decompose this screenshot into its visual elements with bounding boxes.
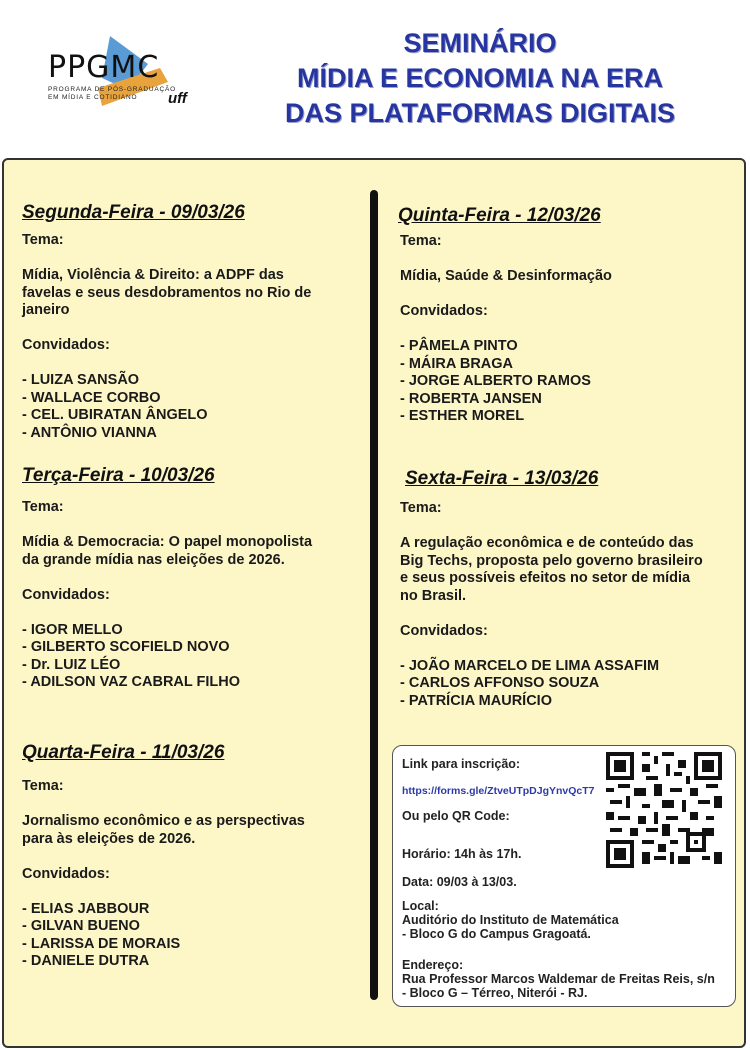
guest-item: - ADILSON VAZ CABRAL FILHO (22, 674, 241, 690)
logo-name: PPGMC (48, 50, 160, 85)
guest-item: - DANIELE DUTRA (22, 953, 150, 969)
guests-label: Convidados: (22, 337, 110, 353)
theme-line: Big Techs, proposta pelo governo brasileiro (400, 552, 703, 569)
guests-label: Convidados: (400, 303, 488, 319)
guests-label: Convidados: (22, 586, 110, 603)
event-location (402, 899, 732, 941)
event-date: Data: 09/03 à 13/03. (402, 875, 517, 889)
guest-item: - LUIZA SANSÃO (22, 372, 140, 388)
guest-item: - ESTHER MOREL (400, 408, 525, 424)
header (0, 0, 750, 160)
theme-label: Tema: (22, 778, 64, 794)
guest-item: - PATRÍCIA MAURÍCIO (400, 692, 552, 709)
guest-item: - JORGE ALBERTO RAMOS (400, 373, 591, 389)
event-address (402, 958, 734, 1000)
event-title (230, 26, 730, 131)
address-label: Endereço: (402, 958, 464, 972)
theme-line: A regulação econômica e de conteúdo das (400, 535, 694, 551)
day-block-wednesday (22, 778, 362, 971)
location-line: Auditório do Instituto de Matemática (402, 913, 619, 927)
title-line: DAS PLATAFORMAS DIGITAIS (285, 98, 675, 128)
guest-item: - CEL. UBIRATAN ÂNGELO (22, 407, 208, 423)
theme-line: no Brasil. (400, 587, 467, 604)
title-line: SEMINÁRIO (403, 28, 557, 58)
theme-line: Jornalismo econômico e as perspectivas (22, 813, 305, 829)
ppgmc-logo (40, 28, 210, 120)
day-block-friday (400, 500, 740, 710)
guest-item: - GILVAN BUENO (22, 918, 140, 934)
logo-subtitle (48, 86, 178, 102)
guest-item: - WALLACE CORBO (22, 389, 161, 406)
guest-item: - ROBERTA JANSEN (400, 390, 542, 407)
day-block-monday (22, 232, 362, 442)
qr-code-icon[interactable] (606, 752, 722, 868)
guests-label: Convidados: (400, 622, 488, 639)
guest-item: - Dr. LUIZ LÉO (22, 656, 121, 673)
day-block-thursday (400, 233, 740, 426)
logo-subtitle-line: EM MÍDIA E COTIDIANO (48, 94, 138, 101)
day-block-tuesday (22, 499, 362, 692)
day-title-wednesday: Quarta-Feira - 11/03/26 (22, 742, 225, 763)
theme-line: janeiro (22, 302, 70, 318)
guests-label: Convidados: (22, 865, 110, 882)
theme-label: Tema: (400, 233, 442, 249)
location-label: Local: (402, 899, 439, 913)
guest-item: - PÂMELA PINTO (400, 338, 518, 354)
column-divider (370, 190, 378, 1000)
address-line: Rua Professor Marcos Waldemar de Freitas Reis, s/n (402, 972, 715, 986)
theme-line: e seus possíveis efeitos no setor de mídia (400, 570, 691, 586)
theme-line: Mídia, Saúde & Desinformação (400, 268, 612, 284)
guest-item: - CARLOS AFFONSO SOUZA (400, 675, 600, 691)
logo-subtitle-line: PROGRAMA DE PÓS-GRADUAÇÃO (48, 86, 176, 93)
day-title-friday: Sexta-Feira - 13/03/26 (405, 468, 599, 489)
theme-line: favelas e seus desdobramentos no Rio de (22, 284, 312, 301)
location-line: - Bloco G do Campus Gragoatá. (402, 927, 591, 941)
theme-label: Tema: (400, 500, 442, 516)
theme-line: da grande mídia nas eleições de 2026. (22, 551, 285, 568)
address-line: - Bloco G – Térreo, Niterói - RJ. (402, 986, 588, 1000)
theme-label: Tema: (22, 499, 64, 515)
title-line: MÍDIA E ECONOMIA NA ERA (296, 63, 663, 93)
guest-item: - JOÃO MARCELO DE LIMA ASSAFIM (400, 657, 660, 674)
guest-item: - ANTÔNIO VIANNA (22, 424, 157, 441)
event-time: Horário: 14h às 17h. (402, 847, 522, 861)
uff-logo: uff (168, 90, 187, 107)
day-title-tuesday: Terça-Feira - 10/03/26 (22, 465, 215, 486)
guest-item: - GILBERTO SCOFIELD NOVO (22, 639, 230, 655)
day-title-monday: Segunda-Feira - 09/03/26 (22, 202, 245, 223)
qr-label: Ou pelo QR Code: (402, 809, 510, 823)
theme-line: Mídia, Violência & Direito: a ADPF das (22, 267, 284, 283)
guest-item: - LARISSA DE MORAIS (22, 935, 181, 952)
registration-link[interactable]: https://forms.gle/ZtveUTpDJgYnvQcT7 (402, 785, 595, 797)
guest-item: - MÁIRA BRAGA (400, 355, 514, 372)
guest-item: - ELIAS JABBOUR (22, 900, 150, 917)
day-title-thursday: Quinta-Feira - 12/03/26 (398, 205, 601, 226)
theme-line: para às eleições de 2026. (22, 830, 196, 847)
link-label: Link para inscrição: (402, 757, 521, 771)
theme-line: Mídia & Democracia: O papel monopolista (22, 534, 313, 550)
guest-item: - IGOR MELLO (22, 621, 123, 638)
theme-label: Tema: (22, 232, 64, 248)
